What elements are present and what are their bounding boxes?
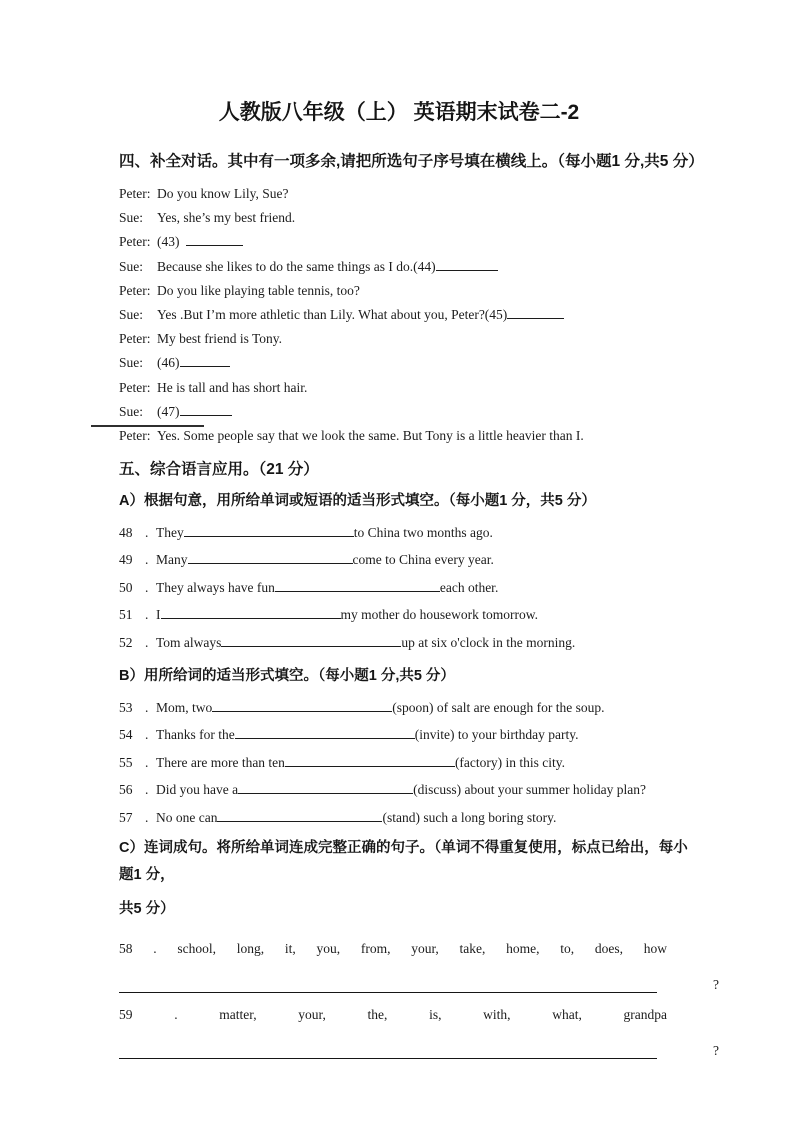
question-pre-text: Tom always bbox=[156, 634, 222, 650]
dialogue-line bbox=[119, 279, 719, 303]
speaker-label: Peter: bbox=[119, 379, 151, 395]
question-post-text: each other. bbox=[439, 579, 499, 595]
question-number: 52 bbox=[119, 634, 133, 650]
dialogue-text: Do you know Lily, Sue? bbox=[157, 186, 289, 201]
question-pre-text: I bbox=[156, 607, 161, 623]
dialogue-text: Yes. Some people say that we look the same. But Tony is a little heavier than I. bbox=[157, 427, 584, 443]
speaker-label: Peter: bbox=[119, 331, 151, 347]
question-number: 55 bbox=[119, 754, 133, 770]
question-row-56 bbox=[119, 776, 719, 803]
question-post-text: (discuss) about your summer holiday plan? bbox=[413, 782, 646, 798]
question-row-57 bbox=[119, 804, 719, 831]
answer-blank-44 bbox=[436, 258, 498, 271]
question-row-53 bbox=[119, 694, 719, 721]
question-pre-text: There are more than ten bbox=[156, 754, 285, 770]
dialogue-text: My best friend is Tony. bbox=[157, 331, 283, 347]
question-number: 54 bbox=[119, 727, 133, 743]
dialogue-text: (43) bbox=[157, 234, 180, 250]
section5-heading: 五、综合语言应用。（21 分） bbox=[119, 461, 319, 479]
speaker-label: Sue: bbox=[119, 306, 144, 322]
dialogue-line bbox=[119, 303, 719, 327]
dialogue-line bbox=[119, 327, 719, 351]
question-row-48 bbox=[119, 519, 719, 546]
answer-blank-45 bbox=[507, 306, 564, 319]
question-dot: . bbox=[145, 607, 149, 623]
question-row-51 bbox=[119, 601, 719, 628]
fill-blank-48 bbox=[184, 524, 354, 537]
question-dot: . bbox=[145, 809, 149, 825]
question-number: 57 bbox=[119, 809, 133, 825]
answer-blank-43 bbox=[186, 233, 243, 246]
question-dot: . bbox=[145, 579, 149, 595]
fill-blank-51 bbox=[161, 606, 341, 619]
question-post-text: (spoon) of salt are enough for the soup. bbox=[392, 700, 605, 716]
dialogue-line bbox=[119, 376, 719, 400]
question-post-text: come to China every year. bbox=[352, 552, 494, 568]
speaker-label: Sue: bbox=[119, 258, 144, 274]
question-58-words: 58 . school, long, it, you, from, your, take, home, to, does, how bbox=[119, 940, 667, 956]
fill-blank-54 bbox=[235, 726, 415, 739]
dialogue-text: Yes, she’s my best friend. bbox=[157, 210, 296, 226]
question-pre-text: Did you have a bbox=[156, 782, 239, 798]
question-row-54 bbox=[119, 721, 719, 748]
question-59-words: 59 . matter, your, the, is, with, what, grandpa bbox=[119, 1006, 667, 1022]
question-post-text: (invite) to your birthday party. bbox=[414, 727, 579, 743]
question-post-text: my mother do housework tomorrow. bbox=[340, 607, 538, 623]
dialogue-text: Yes .But I’m more athletic than Lily. What about you, Peter?(45) bbox=[157, 306, 508, 322]
answer-blank-46 bbox=[180, 354, 230, 367]
question-dot: . bbox=[145, 525, 149, 541]
question-row-55 bbox=[119, 749, 719, 776]
part-c-heading-continued: 共5 分） bbox=[119, 900, 175, 917]
question-dot: . bbox=[145, 727, 149, 743]
answer-line-59 bbox=[119, 1045, 657, 1059]
question-dot: . bbox=[145, 634, 149, 650]
question-post-text: to China two months ago. bbox=[353, 525, 493, 541]
part-b-questions bbox=[119, 694, 719, 831]
question-pre-text: Many bbox=[156, 552, 188, 568]
dialogue-line bbox=[119, 351, 719, 375]
dialogue-block bbox=[119, 182, 719, 448]
dialogue-text: He is tall and has short hair. bbox=[157, 379, 308, 395]
question-dot: . bbox=[145, 782, 149, 798]
part-b-heading: B）用所给词的适当形式填空。（每小题1 分,共5 分） bbox=[119, 668, 455, 685]
dialogue-line bbox=[119, 400, 719, 424]
fill-blank-52 bbox=[221, 634, 401, 647]
answer-line-58 bbox=[119, 979, 657, 993]
question-post-text: (stand) such a long boring story. bbox=[382, 809, 557, 825]
question-pre-text: No one can bbox=[156, 809, 218, 825]
dialogue-text: Because she likes to do the same things as I do.(44) bbox=[157, 258, 436, 274]
dialogue-text: (47) bbox=[157, 403, 180, 419]
question-pre-text: They bbox=[156, 525, 184, 541]
fill-blank-53 bbox=[212, 699, 392, 712]
question-pre-text: Thanks for the bbox=[156, 727, 235, 743]
part-a-questions bbox=[119, 519, 719, 656]
question-dot: . bbox=[145, 552, 149, 568]
question-59-end-mark: ? bbox=[713, 1042, 719, 1058]
fill-blank-57 bbox=[217, 809, 382, 822]
dialogue-line bbox=[119, 255, 719, 279]
speaker-label: Sue: bbox=[119, 403, 144, 419]
question-58-answer-row bbox=[119, 976, 719, 993]
question-row-52 bbox=[119, 629, 719, 656]
question-pre-text: They always have fun bbox=[156, 579, 275, 595]
question-59-answer-row bbox=[119, 1042, 719, 1059]
speaker-label: Peter: bbox=[119, 282, 151, 298]
part-a-heading: A）根据句意，用所给单词或短语的适当形式填空。（每小题1 分，共5 分） bbox=[119, 493, 596, 510]
dialogue-text: (46) bbox=[157, 355, 180, 371]
part-c-heading: C）连词成句。将所给单词连成完整正确的句子。（单词不得重复使用，标点已给出，每小题1 分， bbox=[119, 839, 688, 883]
question-post-text: (factory) in this city. bbox=[454, 754, 566, 770]
fill-blank-49 bbox=[188, 551, 353, 564]
question-58-end-mark: ? bbox=[713, 976, 719, 992]
question-row-50 bbox=[119, 574, 719, 601]
page-title: 人教版八年级（上） 英语期末试卷二-2 bbox=[218, 101, 580, 124]
answer-blank-47 bbox=[180, 403, 232, 416]
question-dot: . bbox=[145, 754, 149, 770]
fill-blank-55 bbox=[285, 754, 455, 767]
dialogue-line bbox=[119, 230, 719, 254]
question-row-49 bbox=[119, 546, 719, 573]
dialogue-text: Do you like playing table tennis, too? bbox=[157, 282, 360, 298]
question-number: 56 bbox=[119, 782, 133, 798]
speaker-label: Peter: bbox=[119, 186, 151, 201]
speaker-label: Peter: bbox=[119, 234, 151, 250]
dialogue-line bbox=[119, 206, 719, 230]
question-number: 49 bbox=[119, 552, 133, 568]
speaker-label: Peter: bbox=[119, 427, 151, 443]
question-pre-text: Mom, two bbox=[156, 700, 213, 716]
question-dot: . bbox=[145, 700, 149, 716]
fill-blank-50 bbox=[275, 579, 440, 592]
speaker-label: Sue: bbox=[119, 355, 144, 371]
question-number: 53 bbox=[119, 700, 133, 716]
section4-heading: 四、补全对话。其中有一项多余,请把所选句子序号填在横线上。（每小题1 分,共5 分） bbox=[119, 153, 704, 170]
speaker-label: Sue: bbox=[119, 210, 144, 226]
fill-blank-56 bbox=[238, 781, 413, 794]
question-number: 51 bbox=[119, 607, 133, 623]
dialogue-line bbox=[119, 182, 719, 206]
question-post-text: up at six o'clock in the morning. bbox=[401, 634, 576, 650]
page-content bbox=[119, 0, 719, 1059]
dialogue-line bbox=[119, 424, 719, 448]
question-number: 50 bbox=[119, 579, 133, 595]
question-number: 48 bbox=[119, 525, 133, 541]
